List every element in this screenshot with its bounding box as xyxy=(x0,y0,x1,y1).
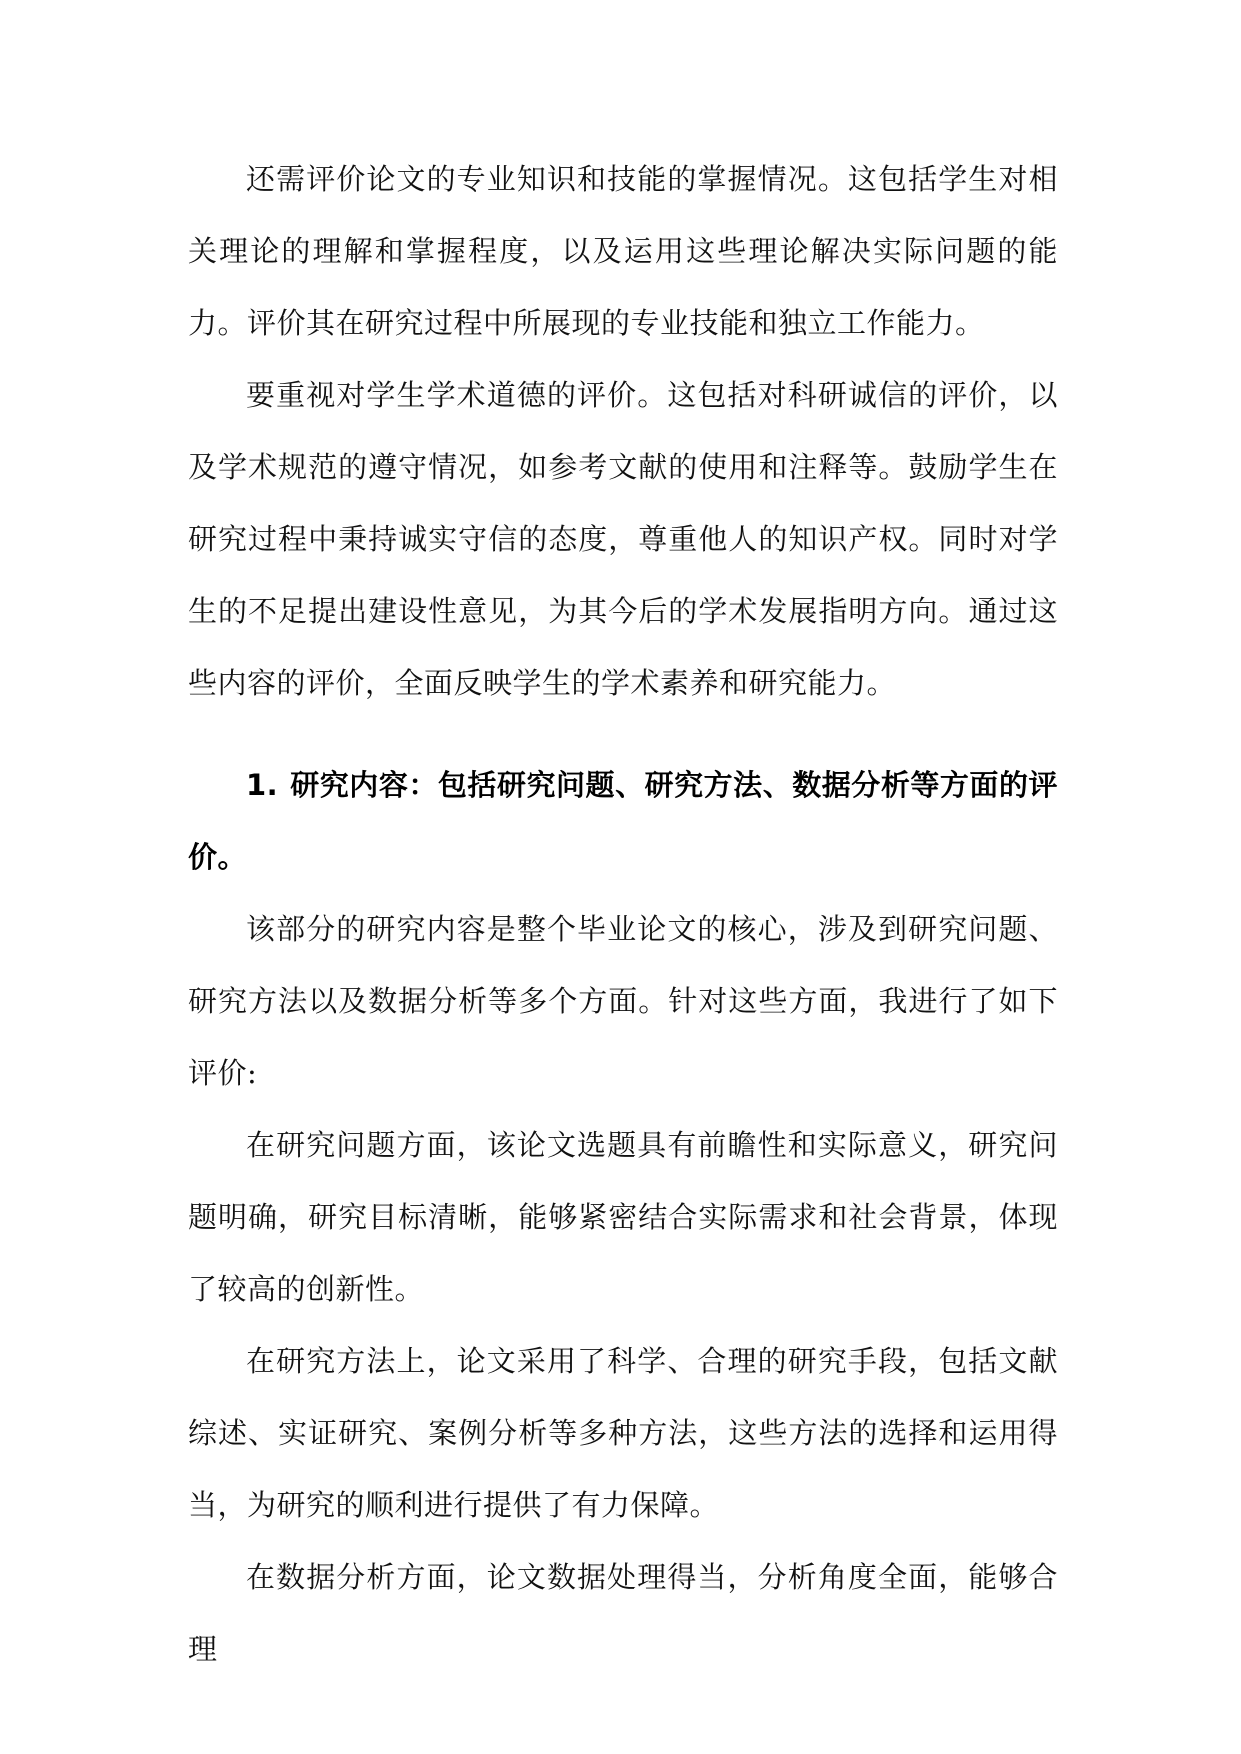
document-body xyxy=(188,143,1058,1685)
paragraph-data-analysis: 在数据分析方面，论文数据处理得当，分析角度全面，能够合理 xyxy=(188,1560,1058,1666)
paragraph-professional-skills: 还需评价论文的专业知识和技能的掌握情况。这包括学生对相关理论的理解和掌握程度，以及运用这些理论解决实际问题的能力。评价其在研究过程中所展现的专业技能和独立工作能力。 xyxy=(188,162,1058,340)
paragraph-academic-ethics: 要重视对学生学术道德的评价。这包括对科研诚信的评价，以及学术规范的遵守情况，如参考文献的使用和注释等。鼓励学生在研究过程中秉持诚实守信的态度，尊重他人的知识产权。同时对学生的不足提出建设性意见，为其今后的学术发展指明方向。通过这些内容的评价，全面反映学生的学术素养和研究能力。 xyxy=(188,378,1058,700)
heading-number: 1. xyxy=(246,768,279,802)
paragraph-overview: 该部分的研究内容是整个毕业论文的核心，涉及到研究问题、研究方法以及数据分析等多个方面。针对这些方面，我进行了如下评价: xyxy=(188,912,1058,1090)
section-heading-research-content xyxy=(188,749,1058,893)
paragraph-research-question: 在研究问题方面，该论文选题具有前瞻性和实际意义，研究问题明确，研究目标清晰，能够紧密结合实际需求和社会背景，体现了较高的创新性。 xyxy=(188,1128,1058,1306)
heading-text: 研究内容：包括研究问题、研究方法、数据分析等方面的评价。 xyxy=(188,768,1058,874)
paragraph-research-method: 在研究方法上，论文采用了科学、合理的研究手段，包括文献综述、实证研究、案例分析等多种方法，这些方法的选择和运用得当，为研究的顺利进行提供了有力保障。 xyxy=(188,1344,1058,1522)
